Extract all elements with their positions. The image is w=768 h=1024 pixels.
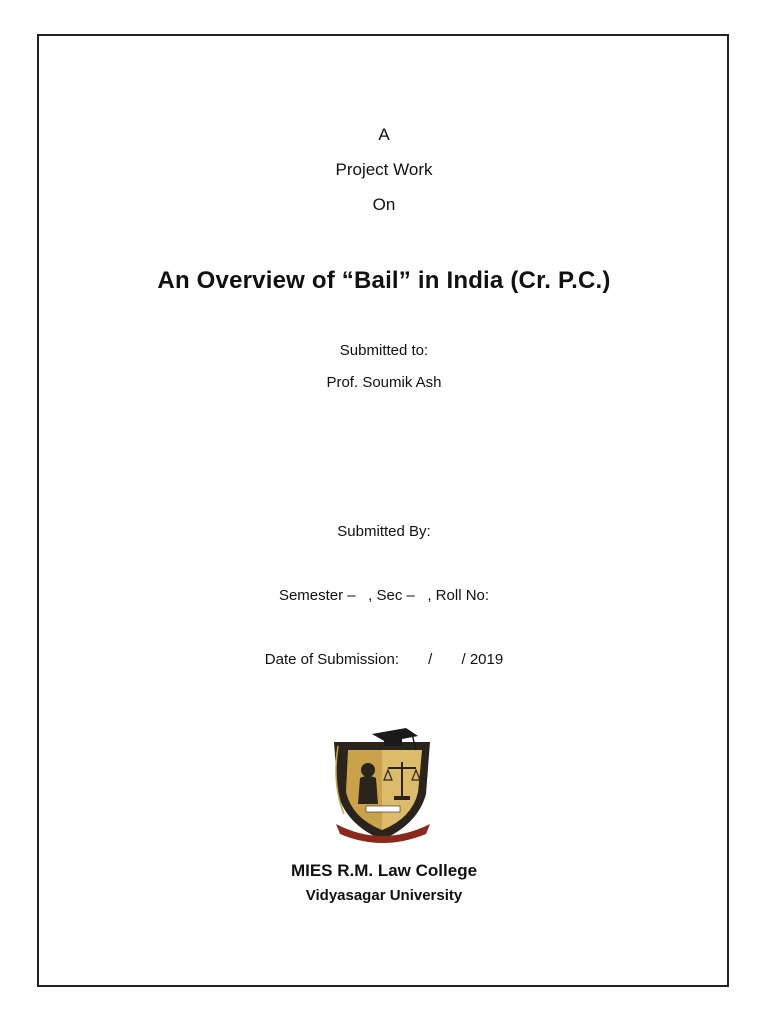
college-crest-icon: [326, 724, 438, 844]
intro-line-project-work: Project Work: [335, 160, 433, 179]
university-name: Vidyasagar University: [305, 887, 463, 904]
date-of-submission-line: Date of Submission: / / 2019: [264, 651, 504, 668]
submitted-to-label: Submitted to:: [339, 342, 429, 359]
intro-line-a: A: [378, 125, 390, 144]
submitted-by-label: Submitted By:: [337, 523, 431, 540]
professor-name: Prof. Soumik Ash: [326, 374, 442, 391]
college-name: MIES R.M. Law College: [290, 861, 478, 880]
semester-section-roll-line: Semester – , Sec – , Roll No:: [278, 587, 490, 604]
intro-line-on: On: [372, 195, 396, 214]
document-title: An Overview of “Bail” in India (Cr. P.C.): [157, 267, 611, 294]
